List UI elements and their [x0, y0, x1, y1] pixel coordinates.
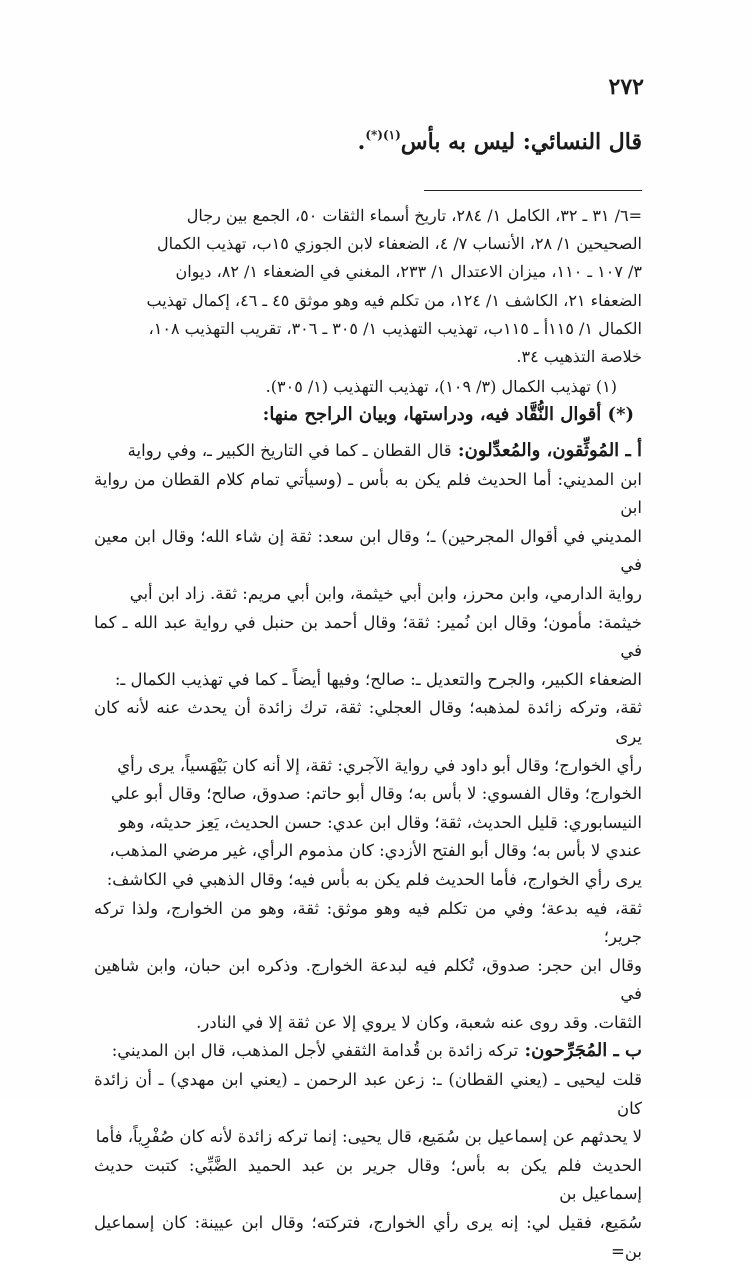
body-line [94, 437, 642, 466]
body-line-text: لا يحدثهم عن إسماعيل بن سُمَيع، قال يحيى: إنما تركه زائدة لأنه كان صُفْرِياً، فأما [95, 1127, 642, 1147]
body-line-text: الثقات. وقد روى عنه شعبة، وكان لا يروي إلا عن ثقة إلا في النادر. [196, 1012, 642, 1032]
body-line [94, 1037, 642, 1066]
body-line-text: سُمَيع، فقيل لي: إنه يرى رأي الخوارج، فتركته؛ وقال ابن عيينة: كان إسماعيل بن= [94, 1213, 642, 1261]
footnote-reference: (١)(*) [365, 128, 401, 142]
body-line-text: ثقة، وتركه زائدة لمذهبه؛ وقال العجلي: ثقة، ترك زائدة أن يحدث عنه لأنه كان يرى [94, 698, 642, 746]
body-line-text: قلت ليحيى ـ (يعني القطان) ـ: زعن عبد الرحمن ـ (يعني ابن مهدي) ـ أن زائدة كان [94, 1070, 642, 1118]
main-statement [358, 128, 642, 155]
footnote-1: (١) تهذيب الكمال (٣/ ١٠٩)، تهذيب التهذيب (١/ ٣٠٥). [265, 377, 617, 396]
body-line-text: ثقة، فيه بدعة؛ وفي من تكلم فيه وهو موثق: ثقة، وهو من الخوارج، ولذا تركه جرير؛ [94, 898, 642, 947]
body-line-text: الخوارج؛ وقال الفسوي: لا بأس به؛ وقال أبو حاتم: صدوق، صالح؛ وقال أبو علي [110, 784, 642, 804]
body-line [94, 780, 642, 809]
section-heading: (*) أقوال النُّقَّاد فيه، ودراستها، وبيان الراجح منها: [262, 404, 634, 425]
body-line-text: رواية الدارمي، وابن محرز، وابن أبي خيثمة، وابن أبي مريم: ثقة. زاد ابن أبي [129, 583, 642, 603]
body-line [94, 466, 642, 523]
footnote-line: =٦/ ٣١ ـ ٣٢، الكامل ١/ ٢٨٤، تاريخ أسماء الثقات ٥٠، الجمع بين رجال [186, 206, 642, 225]
body-line-text: النيسابوري: قليل الحديث، ثقة؛ وقال ابن عدي: حسن الحديث، يَعِز حديثه، وهو [118, 812, 642, 832]
body-line [94, 809, 642, 838]
footnote-line: الصحيحين ١/ ٢٨، الأنساب ٧/ ٤، الضعفاء لابن الجوزي ١٥ب، تهذيب الكمال [156, 234, 642, 254]
body-line [94, 1066, 642, 1123]
subsection-heading: ب ـ المُجَرِّحون: [518, 1040, 642, 1062]
footnote-divider [424, 190, 642, 191]
body-line-text: عندي لا بأس به؛ وقال أبو الفتح الأزدي: كان مذموم الرأي، غير مرضي المذهب، [109, 841, 642, 861]
body-line [94, 952, 642, 1009]
body-line [94, 580, 642, 609]
footnote-line: خلاصة التذهيب ٣٤. [516, 347, 642, 367]
body-line [94, 895, 642, 952]
body-line-text: الحديث فلم يكن به بأس؛ وقال جرير بن عبد الحميد الضَّبِّي: كتبت حديث إسماعيل بن [94, 1155, 642, 1204]
body-line [94, 1209, 642, 1266]
footnote-line: الكمال ١/ ١١٥أ ـ ١١٥ب، تهذيب التهذيب ١/ ٣٠٥ ـ ٣٠٦، تقريب التهذيب ١٠٨، [148, 318, 642, 338]
footnote-line: ٣/ ١٠٧ ـ ١١٠، ميزان الاعتدال ١/ ٢٣٣، المغني في الضعفاء ١/ ٨٢، ديوان [175, 262, 642, 282]
footnote-continuation [94, 202, 642, 371]
body-line [94, 1152, 642, 1209]
body-line [94, 666, 642, 695]
body-line-text: خيثمة: مأمون؛ وقال ابن نُمير: ثقة؛ وقال أحمد بن حنبل في رواية عبد الله ـ كما في [94, 612, 642, 661]
subsection-heading: أ ـ المُوثِّقون، والمُعدِّلون: [451, 440, 642, 461]
body-line [94, 1009, 642, 1038]
body-line [94, 866, 642, 895]
body-text [94, 437, 642, 1266]
body-line-text: تركه زائدة بن قُدامة الثقفي لأجل المذهب، قال ابن المديني: [111, 1041, 519, 1061]
main-statement-end: . [357, 129, 366, 155]
body-line-text: الضعفاء الكبير، والجرح والتعديل ـ: صالح؛ وفيها أيضاً ـ كما في تهذيب الكمال ـ: [114, 669, 642, 689]
body-line-text: المديني في أقوال المجرحين) ـ؛ وقال ابن سعد: ثقة إن شاء الله؛ وقال ابن معين في [94, 526, 642, 575]
body-line-text: قال القطان ـ كما في التاريخ الكبير ـ، وفي رواية [127, 441, 452, 460]
body-line-text: رأي الخوارج؛ وقال أبو داود في رواية الآجري: ثقة، إلا أنه كان بَيْهَسياً، يرى رأي [117, 755, 642, 775]
page-number: ٢٧٢ [608, 74, 644, 100]
body-line-text: يرى رأي الخوارج، فأما الحديث فلم يكن به بأس فيه؛ وقال الذهبي في الكاشف: [106, 869, 642, 889]
body-line [94, 1123, 642, 1152]
body-line [94, 837, 642, 866]
body-line [94, 609, 642, 666]
body-line [94, 694, 642, 751]
main-statement-text: قال النسائي: ليس به بأس [400, 129, 642, 155]
body-line-text: ابن المديني: أما الحديث فلم يكن به بأس ـ (وسيأتي تمام كلام القطان من رواية ابن [94, 469, 642, 518]
body-line [94, 752, 642, 781]
footnote-line: الضعفاء ٢١، الكاشف ١/ ١٢٤، من تكلم فيه وهو موثق ٤٥ ـ ٤٦، إكمال تهذيب [146, 290, 642, 310]
body-line [94, 523, 642, 580]
body-line-text: وقال ابن حجر: صدوق، تُكلم فيه لبدعة الخوارج. وذكره ابن حبان، وابن شاهين في [94, 955, 642, 1004]
